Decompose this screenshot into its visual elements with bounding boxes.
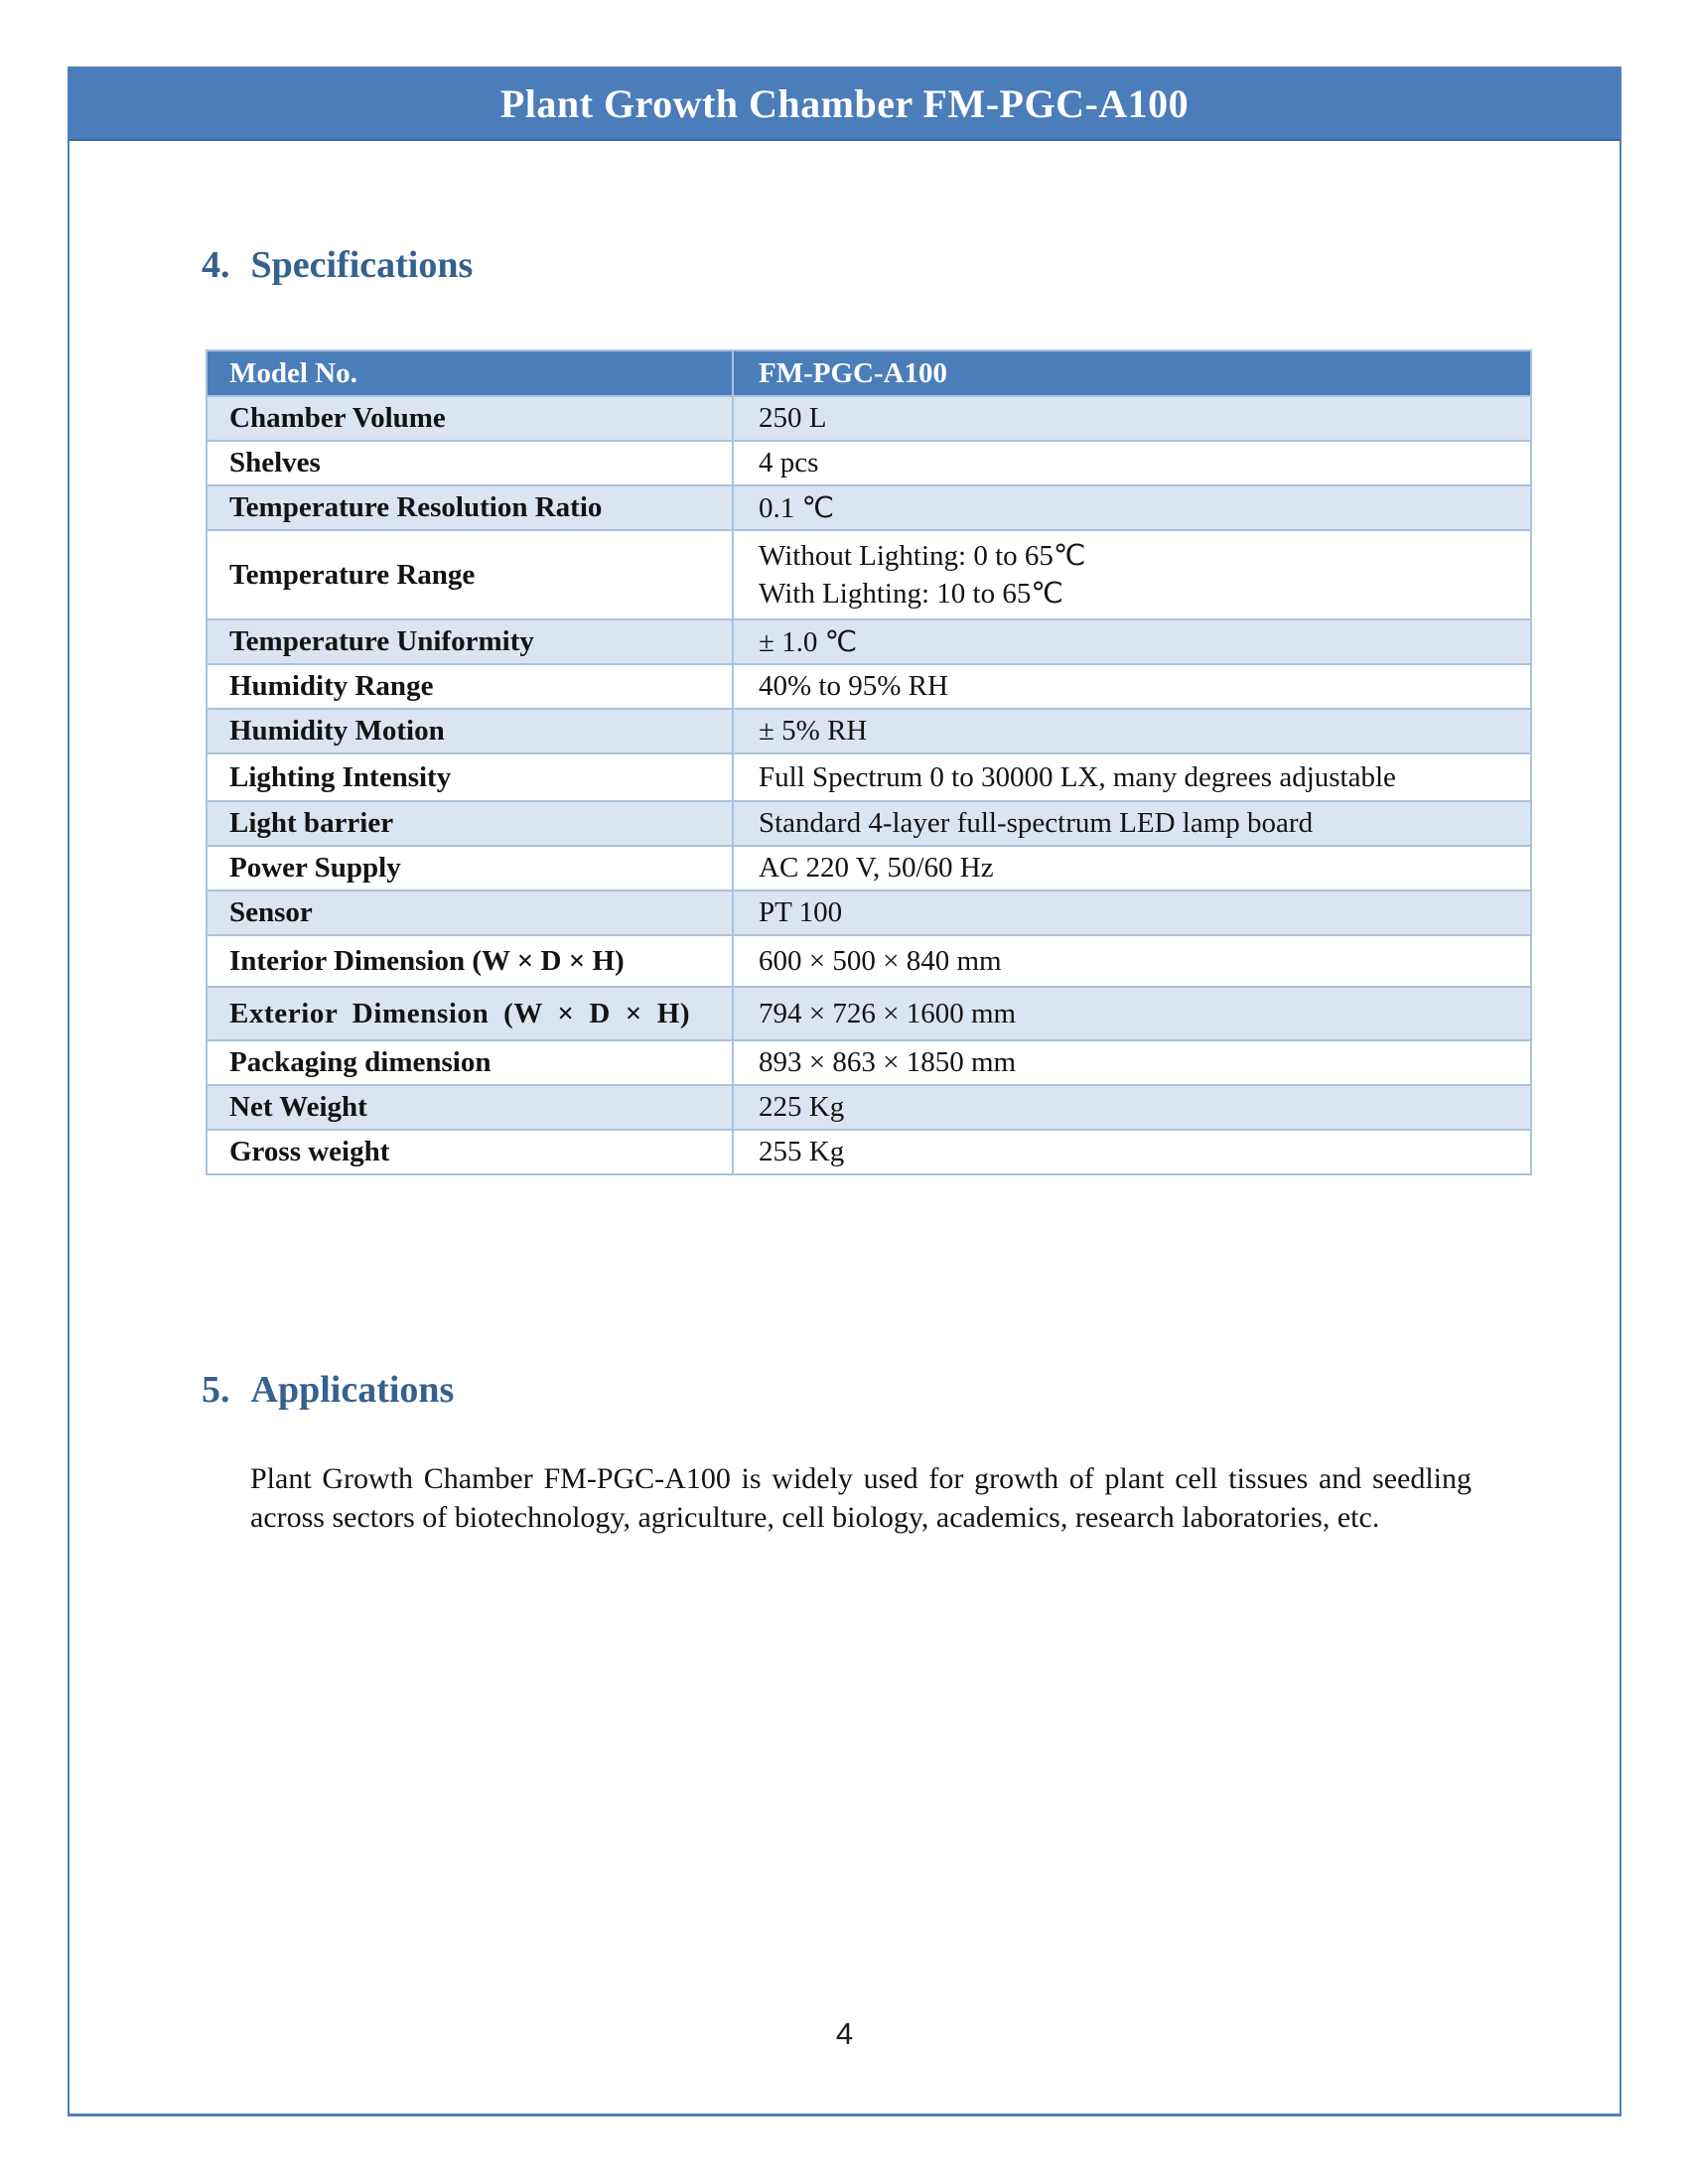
spec-value: Standard 4-layer full-spectrum LED lamp board [733, 801, 1531, 846]
spec-label: Temperature Uniformity [207, 619, 733, 664]
spec-value-line-2: With Lighting: 10 to 65℃ [759, 578, 1063, 610]
spec-value: ± 5% RH [733, 709, 1531, 753]
section-number: 4. [202, 244, 230, 286]
page-header-bar [70, 68, 1619, 141]
table-row [207, 619, 1531, 664]
table-header-label: Model No. [207, 350, 733, 396]
spec-label: Net Weight [207, 1085, 733, 1130]
table-row [207, 1085, 1531, 1130]
table-row [207, 987, 1531, 1040]
table-header-value: FM-PGC-A100 [733, 350, 1531, 396]
spec-label: Interior Dimension (W × D × H) [207, 935, 733, 987]
spec-label: Humidity Range [207, 664, 733, 709]
spec-value: 225 Kg [733, 1085, 1531, 1130]
spec-value: 794 × 726 × 1600 mm [733, 987, 1531, 1040]
spec-value: AC 220 V, 50/60 Hz [733, 846, 1531, 890]
spec-label: Gross weight [207, 1130, 733, 1174]
spec-value: 255 Kg [733, 1130, 1531, 1174]
spec-label: Light barrier [207, 801, 733, 846]
spec-value: 250 L [733, 396, 1531, 441]
spec-label: Shelves [207, 441, 733, 485]
table-row [207, 709, 1531, 753]
section-heading-applications [202, 1368, 454, 1412]
page-number: 4 [835, 2016, 854, 2051]
applications-paragraph: Plant Growth Chamber FM-PGC-A100 is widely used for growth of plant cell tissues and seedling across sectors of biotechnology, agriculture, cell biology, academics, research laboratories, etc. [250, 1462, 1472, 1534]
table-row [207, 890, 1531, 935]
spec-label: Temperature Range [207, 530, 733, 619]
spec-value: 40% to 95% RH [733, 664, 1531, 709]
spec-value [733, 530, 1531, 619]
spec-value: PT 100 [733, 890, 1531, 935]
section-title: Applications [250, 1369, 455, 1411]
spec-label: Lighting Intensity [207, 753, 733, 801]
spec-value: 0.1 ℃ [733, 485, 1531, 530]
table-row [207, 1130, 1531, 1174]
spec-value-line-1: Without Lighting: 0 to 65℃ [759, 540, 1086, 572]
table-row [207, 846, 1531, 890]
section-heading-specifications [202, 243, 473, 287]
spec-label: Sensor [207, 890, 733, 935]
spec-label: Chamber Volume [207, 396, 733, 441]
page-frame [68, 67, 1621, 2116]
table-row [207, 753, 1531, 801]
table-row [207, 935, 1531, 987]
spec-value: ± 1.0 ℃ [733, 619, 1531, 664]
table-row [207, 664, 1531, 709]
table-row [207, 530, 1531, 619]
spec-label: Packaging dimension [207, 1040, 733, 1085]
document-title: Plant Growth Chamber FM-PGC-A100 [499, 81, 1190, 126]
table-row [207, 441, 1531, 485]
spec-label: Temperature Resolution Ratio [207, 485, 733, 530]
table-row [207, 396, 1531, 441]
table-header-row [207, 350, 1531, 396]
spec-value: 600 × 500 × 840 mm [733, 935, 1531, 987]
table-row [207, 485, 1531, 530]
specifications-table [206, 349, 1532, 1175]
spec-value: 893 × 863 × 1850 mm [733, 1040, 1531, 1085]
spec-value: 4 pcs [733, 441, 1531, 485]
table-row [207, 801, 1531, 846]
table-row [207, 1040, 1531, 1085]
section-title: Specifications [250, 244, 474, 286]
spec-label: Power Supply [207, 846, 733, 890]
spec-label: Exterior Dimension (W × D × H) [207, 987, 733, 1040]
section-number: 5. [202, 1369, 230, 1411]
spec-label: Humidity Motion [207, 709, 733, 753]
spec-value: Full Spectrum 0 to 30000 LX, many degrees adjustable [733, 753, 1531, 801]
